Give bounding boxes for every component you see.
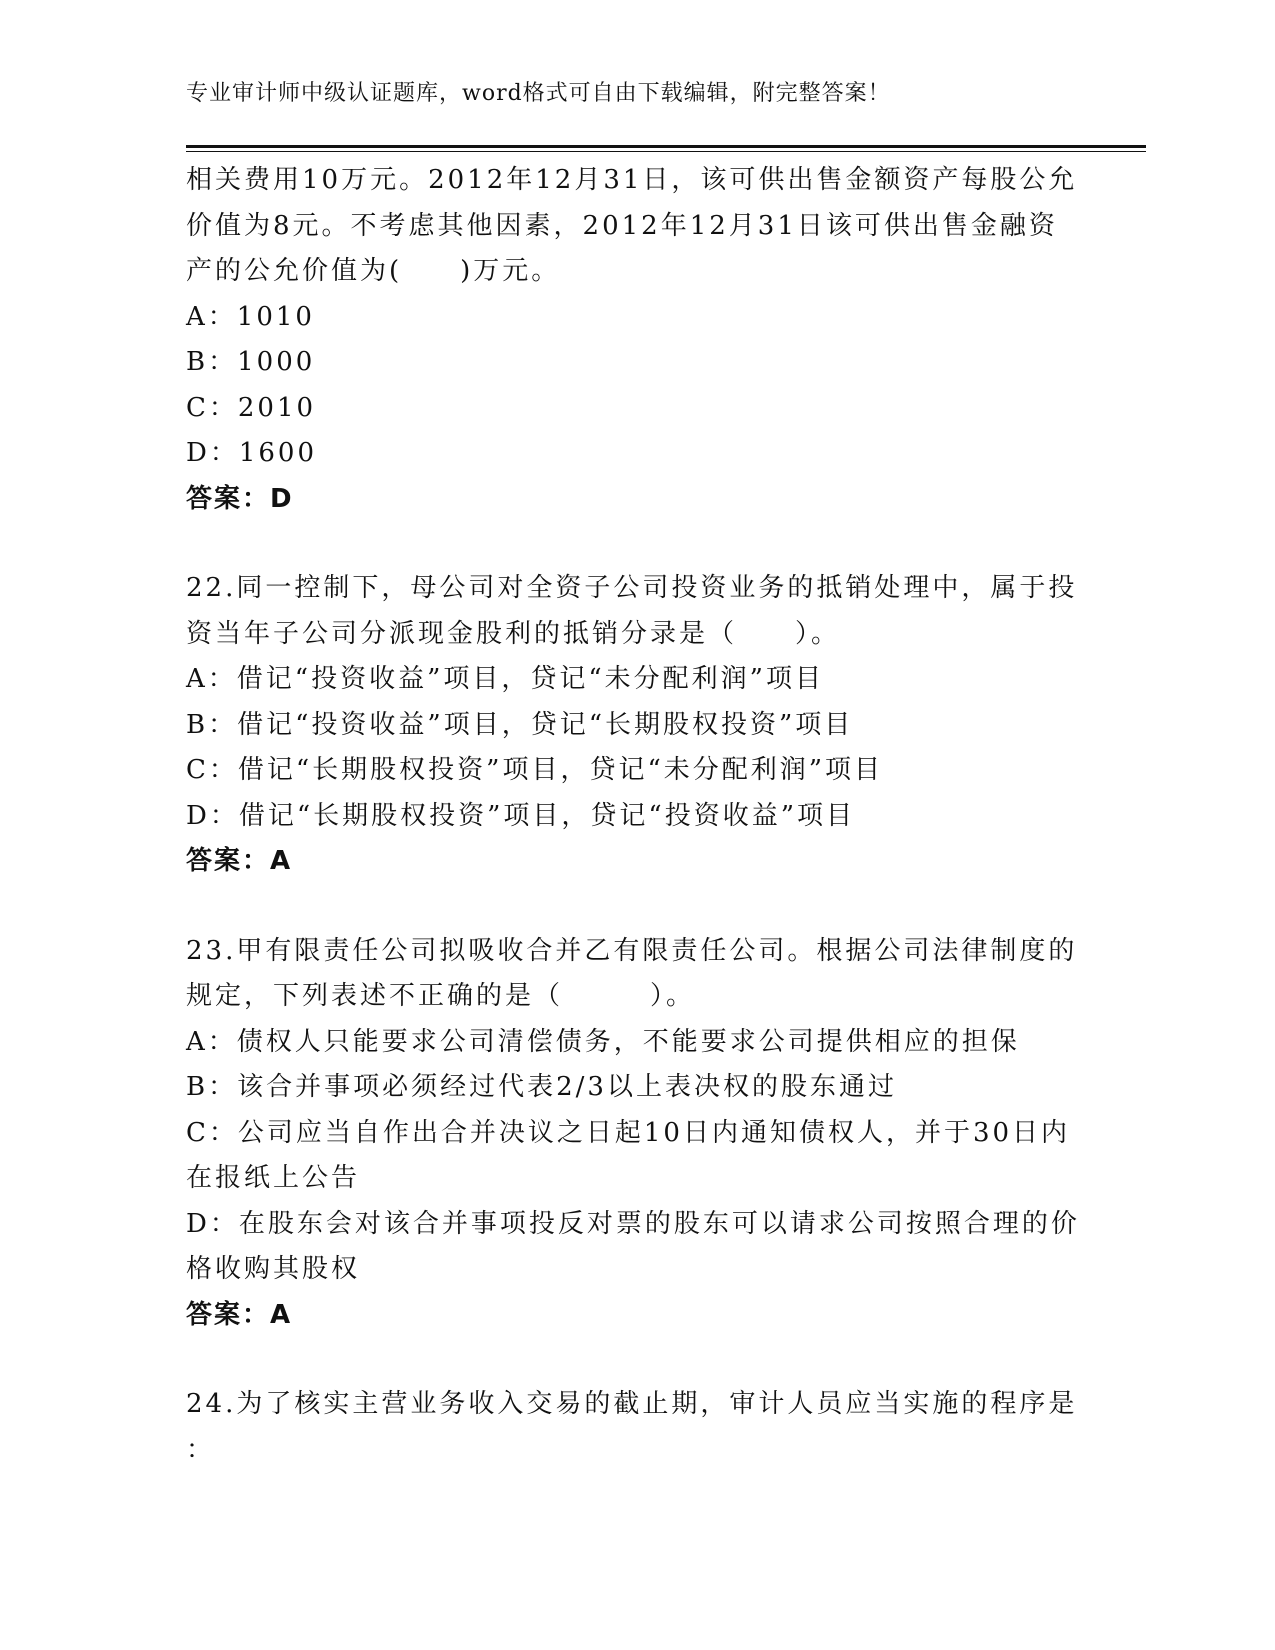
answer: 答案：A: [186, 1299, 293, 1330]
question-22: [186, 566, 1078, 885]
question-stem-line: 24.为了核实主营业务收入交易的截止期，审计人员应当实施的程序是: [186, 1389, 1078, 1419]
question-stem-line: 规定，下列表述不正确的是（ ）。: [186, 981, 696, 1011]
question-spacer: [186, 885, 1066, 929]
question-spacer: [186, 522, 1066, 566]
option-d-continued: 格收购其股权: [186, 1254, 361, 1284]
option-d: D：在股东会对该合并事项投反对票的股东可以请求公司按照合理的价: [186, 1208, 1080, 1239]
option-a: A：1010: [186, 301, 315, 332]
page-header: 专业审计师中级认证题库，word格式可自由下载编辑，附完整答案！: [186, 81, 891, 106]
option-b: B：该合并事项必须经过代表2/3以上表决权的股东通过: [186, 1072, 897, 1102]
question-spacer: [186, 1338, 1066, 1382]
option-c: C：2010: [186, 392, 317, 423]
option-c: C：公司应当自作出合并决议之日起10日内通知债权人，并于30日内: [186, 1117, 1071, 1148]
option-a: A：借记“投资收益”项目，贷记“未分配利润”项目: [186, 664, 824, 694]
option-c: C：借记“长期股权投资”项目，贷记“未分配利润”项目: [186, 755, 884, 785]
question-stem-line: 22.同一控制下，母公司对全资子公司投资业务的抵销处理中，属于投: [186, 573, 1078, 603]
answer: 答案：D: [186, 483, 294, 514]
question-stem-line: 产的公允价值为( )万元。: [186, 256, 561, 286]
question-stem-line: 资当年子公司分派现金股利的抵销分录是（ ）。: [186, 618, 841, 649]
option-b: B：1000: [186, 347, 316, 377]
option-b: B：借记“投资收益”项目，贷记“长期股权投资”项目: [186, 709, 854, 740]
question-stem-line: 23.甲有限责任公司拟吸收合并乙有限责任公司。根据公司法律制度的: [186, 935, 1078, 966]
question-21: [186, 158, 1078, 522]
option-a: A：债权人只能要求公司清偿债务，不能要求公司提供相应的担保: [186, 1026, 1020, 1057]
answer: 答案：A: [186, 846, 293, 876]
page-content: [186, 158, 1080, 1473]
header-rule-thin: [186, 151, 1146, 152]
option-c-continued: 在报纸上公告: [186, 1163, 361, 1193]
option-d: D：1600: [186, 438, 318, 468]
question-24: [186, 1382, 1078, 1473]
question-stem-line: 价值为8元。不考虑其他因素，2012年12月31日该可供出售金融资: [186, 210, 1058, 241]
question-23: [186, 929, 1080, 1339]
header-rule-thick: [186, 145, 1146, 148]
question-stem-line: ：: [186, 1434, 216, 1465]
option-d: D：借记“长期股权投资”项目，贷记“投资收益”项目: [186, 800, 856, 831]
question-stem-line: 相关费用10万元。2012年12月31日，该可供出售金额资产每股公允: [186, 165, 1078, 195]
